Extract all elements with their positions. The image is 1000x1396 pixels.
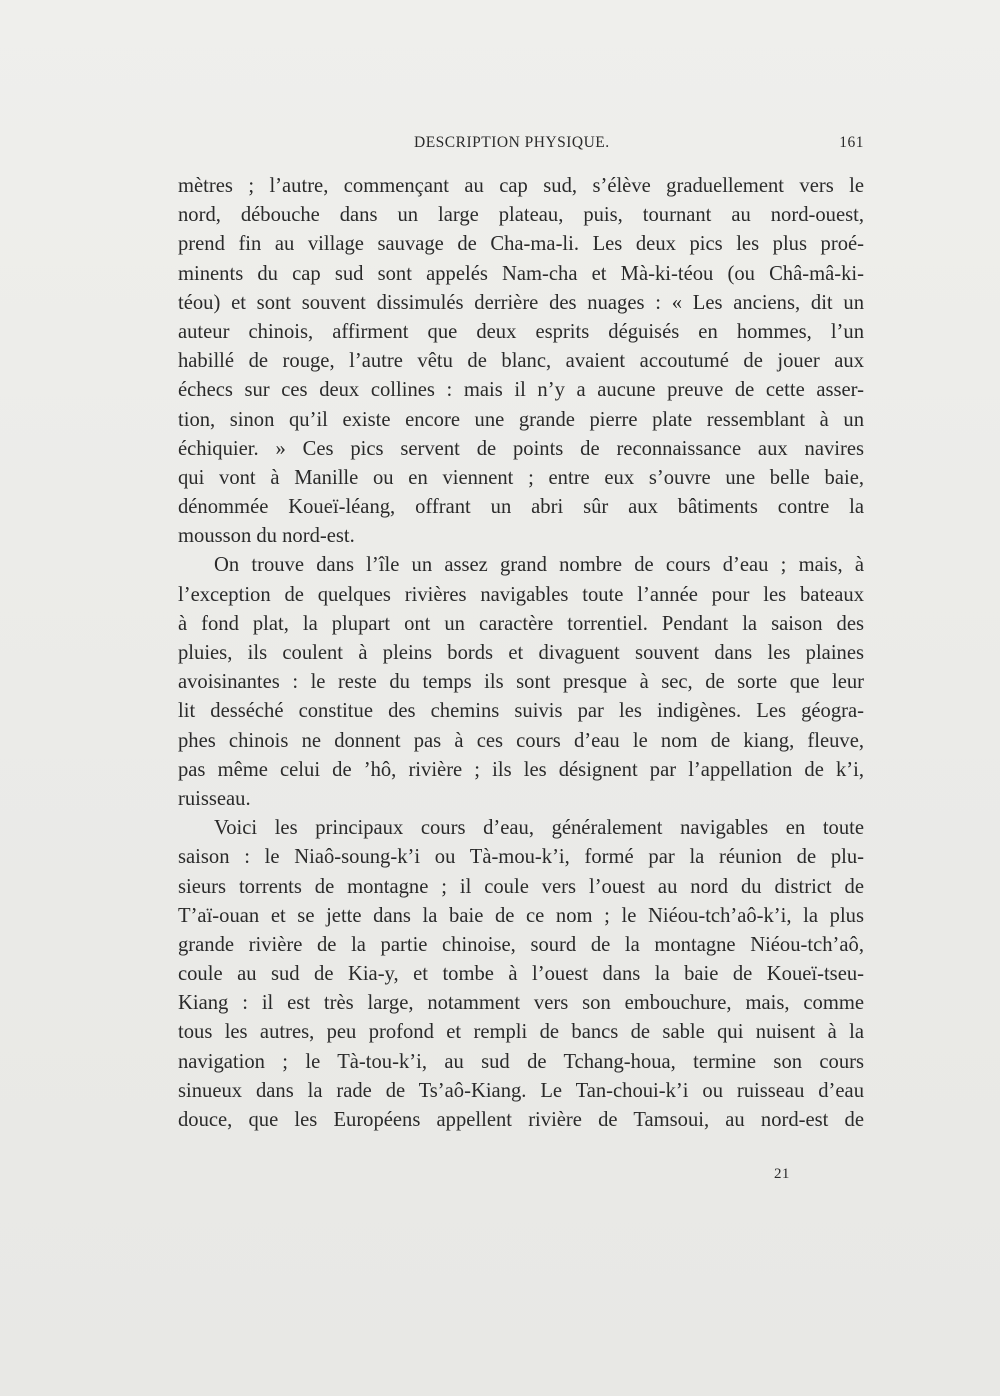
text-line: échecs sur ces deux collines : mais il n’y a aucune preuve de cette asser- — [178, 379, 864, 402]
text-line: qui vont à Manille ou en viennent ; entre eux s’ouvre une belle baie, — [178, 466, 864, 489]
text-line: minents du cap sud sont appelés Nam-cha et Mà-ki-téou (ou Châ-mâ-ki- — [178, 262, 864, 285]
text-line: avoisinantes : le reste du temps ils sont presque à sec, de sorte que leur — [178, 671, 864, 694]
running-head — [178, 134, 864, 156]
text-line: habillé de rouge, l’autre vêtu de blanc, avaient accoutumé de jouer aux — [178, 350, 864, 373]
text-line: grande rivière de la partie chinoise, sourd de la montagne Niéou-tch’aô, — [178, 933, 864, 956]
text-line: On trouve dans l’île un assez grand nombre de cours d’eau ; mais, à — [214, 554, 864, 577]
text-line: mètres ; l’autre, commençant au cap sud, s’élève graduellement vers le — [178, 175, 864, 197]
text-line: pluies, ils coulent à pleins bords et divaguent souvent dans les plaines — [178, 642, 864, 664]
text-line: auteur chinois, affirment que deux esprits déguisés en hommes, l’un — [178, 320, 864, 343]
text-line: à fond plat, la plupart ont un caractère torrentiel. Pendant la saison des — [178, 612, 864, 635]
text-line: échiquier. » Ces pics servent de points de reconnaissance aux navires — [178, 437, 864, 460]
body-text — [178, 172, 864, 1135]
text-line: Kiang : il est très large, notamment vers son embouchure, mais, comme — [178, 992, 864, 1015]
text-line: lit desséché constitue des chemins suivis par les indigènes. Les géogra- — [178, 700, 864, 723]
text-line: ruisseau. — [178, 787, 251, 810]
text-line: sinueux dans la rade de Ts’aô-Kiang. Le Tan-choui-k’i ou ruisseau d’eau — [178, 1079, 864, 1102]
running-title: DESCRIPTION PHYSIQUE. — [414, 134, 610, 151]
text-line: coule au sud de Kia-y, et tombe à l’ouest dans la baie de Koueï-tseu- — [178, 963, 864, 986]
text-line: Voici les principaux cours d’eau, généralement navigables en toute — [214, 817, 864, 840]
signature-mark: 21 — [774, 1166, 790, 1182]
text-line: phes chinois ne donnent pas à ces cours d’eau le nom de kiang, fleuve, — [178, 729, 864, 752]
text-line: nord, débouche dans un large plateau, puis, tournant au nord-ouest, — [178, 204, 864, 227]
page-number: 161 — [839, 134, 864, 151]
text-line: dénommée Koueï-léang, offrant un abri sûr aux bâtiments contre la — [178, 496, 864, 519]
text-line: pas même celui de ’hô, rivière ; ils les désignent par l’appellation de k’i, — [178, 758, 864, 781]
text-line: mousson du nord-est. — [178, 525, 355, 548]
text-line: T’aï-ouan et se jette dans la baie de ce nom ; le Niéou-tch’aô-k’i, la plus — [178, 904, 864, 927]
text-line: tion, sinon qu’il existe encore une grande pierre plate ressemblant à un — [178, 408, 864, 431]
text-line: tous les autres, peu profond et rempli de bancs de sable qui nuisent à la — [178, 1021, 864, 1044]
text-line: saison : le Niaô-soung-k’i ou Tà-mou-k’i, formé par la réunion de plu- — [178, 846, 864, 869]
text-line: l’exception de quelques rivières navigables toute l’année pour les bateaux — [178, 583, 864, 606]
text-line: téou) et sont souvent dissimulés derrière des nuages : « Les anciens, dit un — [178, 291, 864, 314]
text-line: sieurs torrents de montagne ; il coule vers l’ouest au nord du district de — [178, 875, 864, 898]
text-line: navigation ; le Tà-tou-k’i, au sud de Tchang-houa, termine son cours — [178, 1050, 864, 1073]
text-line: douce, que les Européens appellent rivière de Tamsoui, au nord-est de — [178, 1109, 864, 1131]
text-line: prend fin au village sauvage de Cha-ma-li. Les deux pics les plus proé- — [178, 233, 864, 256]
